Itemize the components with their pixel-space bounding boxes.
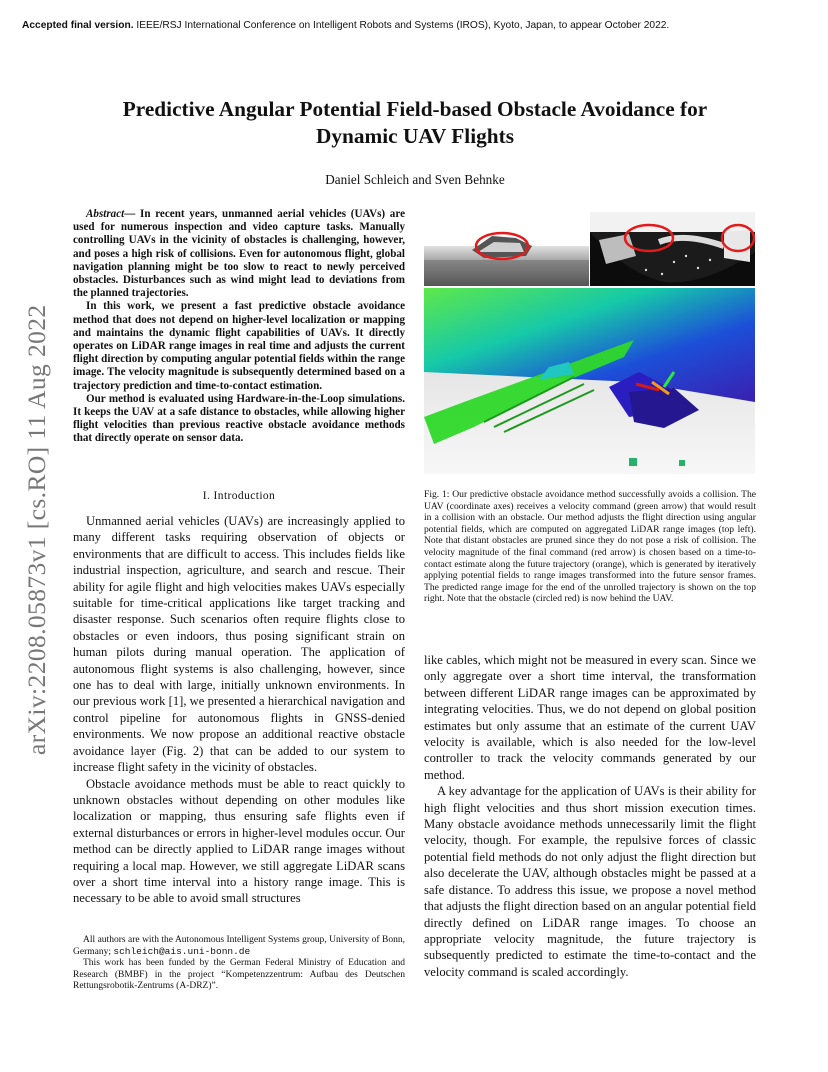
- figure-1-image: [424, 212, 755, 474]
- intro-right-paragraph-1: like cables, which might not be measured in every scan. Since we only aggregate over a short time interval, the transformation between different LiDAR range images can be approximated by integrating velocities. Thus, we do not depend on global position estimates but only assume that an estimate of the current UAV velocity is available, which is also needed for the low-level controller to track the velocity commands generated by our method.: [424, 653, 756, 782]
- title-line-2: Dynamic UAV Flights: [315, 124, 514, 148]
- abstract-paragraph-1: [73, 208, 405, 300]
- abstract: [73, 208, 405, 446]
- footnote-email: schleich@ais.uni-bonn.de: [113, 946, 251, 958]
- scene-render: [424, 288, 755, 474]
- authors: Daniel Schleich and Sven Behnke: [325, 172, 505, 187]
- footnote: [73, 935, 405, 992]
- abstract-text-1: — In recent years, unmanned aerial vehicles (UAVs) are used for numerous inspection and video capture tasks. Manually controlling UAVs in the vicinity of obstacles is challenging, however, and poses a high risk of collisions. Even for autonomous flight, global navigation planning might be too slow to react to newly perceived obstacles. Disturbances such as wind might lead to deviations from the planned trajectories.: [73, 208, 405, 300]
- intro-paragraph-2: Obstacle avoidance methods must be able to react quickly to unknown obstacles without depending on other modules like localization or mapping, thus ensuring safe flights even if external disturbances or errors in higher-level modules occur. Our method can be directly applied to LiDAR range images without requiring a local map. However, we still aggregate LiDAR scans over a short time interval into a history range image. This is necessary to be able to avoid small structures: [73, 776, 405, 906]
- header-bold: Accepted final version.: [22, 20, 134, 31]
- range-image-predicted: [590, 212, 755, 286]
- abstract-paragraph-3: Our method is evaluated using Hardware-in-the-Loop simulations. It keeps the UAV at a safe distance to obstacles, while allowing higher flight velocities than previous reactive obstacle avoidance methods that directly operate on sensor data.: [73, 392, 405, 445]
- footnote-affiliation: [73, 935, 405, 958]
- figure-1: [424, 212, 755, 474]
- figure-1-caption: Fig. 1: Our predictive obstacle avoidance method successfully avoids a collision. The UAV (coordinate axes) receives a velocity command (green arrow) that would result in a collision with an obstacle. Our method adjusts the flight direction using angular potential fields, which are computed on aggregated LiDAR range images (top left). Note that distant obstacles are pruned since they do not pose a risk of collision. The velocity magnitude of the final command (red arrow) is chosen based on a time-to-contact estimate along the future trajectory (orange), which is generated by iteratively applying potential fields to range images transformed into the future sensor frames. The predicted range image for the end of the unrolled trajectory is shown on the top right. Note that the obstacle (circled red) is now behind the UAV.: [424, 489, 756, 605]
- intro-left-column: [73, 513, 405, 907]
- intro-paragraph-1: Unmanned aerial vehicles (UAVs) are increasingly applied to many different tasks requiring observation of objects or environments that are difficult to access. This includes fields like industrial inspection, agriculture, and search and rescue. Their ability for agile flight and high velocities makes UAVs especially suitable for time-critical applications like target tracking and disaster response. Such scenarios often require flights close to obstacles or even indoors, thus posing significant strain on human pilots during manual operation. The application of autonomous flight systems is also challenging, however, since one has to deal with large, initially unknown environments. In our previous work [1], we presented a hierarchical navigation and control pipeline for autonomous flights in GNSS-denied environments. We now propose an additional reactive obstacle avoidance layer (Fig. 2) that can be added to our system to increase flight safety in the vicinity of obstacles.: [73, 514, 405, 775]
- arxiv-identifier: arXiv:2208.05873v1 [cs.RO] 11 Aug 2022: [22, 304, 51, 755]
- title-line-1: Predictive Angular Potential Field-based Obstacle Avoidance for: [122, 97, 708, 121]
- abstract-paragraph-2: In this work, we present a fast predictive obstacle avoidance method that does not depend on higher-level localization or mapping and maintains the dynamic flight capabilities of UAVs. It directly operates on LiDAR range images in real time and adjusts the current flight direction by computing angular potential fields within the range image. The velocity magnitude is subsequently determined based on a trajectory prediction and time-to-contact estimation.: [73, 300, 405, 392]
- footnote-funding: This work has been funded by the German Federal Ministry of Education and Research (BMBF) in the project “Kompetenzzentrum: Aufbau des Deutschen Rettungsrobotik-Zentrums (A-DRZ)”.: [73, 958, 405, 991]
- paper-title: [80, 96, 750, 150]
- intro-right-column: [424, 652, 756, 980]
- abstract-label: Abstract: [86, 208, 125, 220]
- range-image-current: [424, 212, 589, 286]
- intro-right-paragraph-2: A key advantage for the application of UAVs is their ability for high flight velocities and thus short mission execution times. Many obstacle avoidance methods unnecessarily limit the flight velocity, though. For example, the repulsive forces of classic potential field methods do not only adjust the flight direction but also decelerate the UAV, although obstacles might be passed at a safe distance. To address this issue, we propose a novel method that adjusts the flight direction based on an angular potential field directly defined on LiDAR range images. To choose an appropriate velocity magnitude, the future trajectory is subsequently predicted to estimate the time-to-contact and the velocity command is scaled accordingly.: [424, 784, 756, 979]
- header-text: IEEE/RSJ International Conference on Intelligent Robots and Systems (IROS), Kyoto, Japan, to appear October 2022.: [133, 20, 670, 31]
- conference-header: [22, 20, 812, 31]
- section-heading: I. Introduction: [202, 490, 276, 502]
- footnote-affiliation-text: All authors are with the Autonomous Intelligent Systems group, University of Bonn, Germany;: [73, 935, 405, 958]
